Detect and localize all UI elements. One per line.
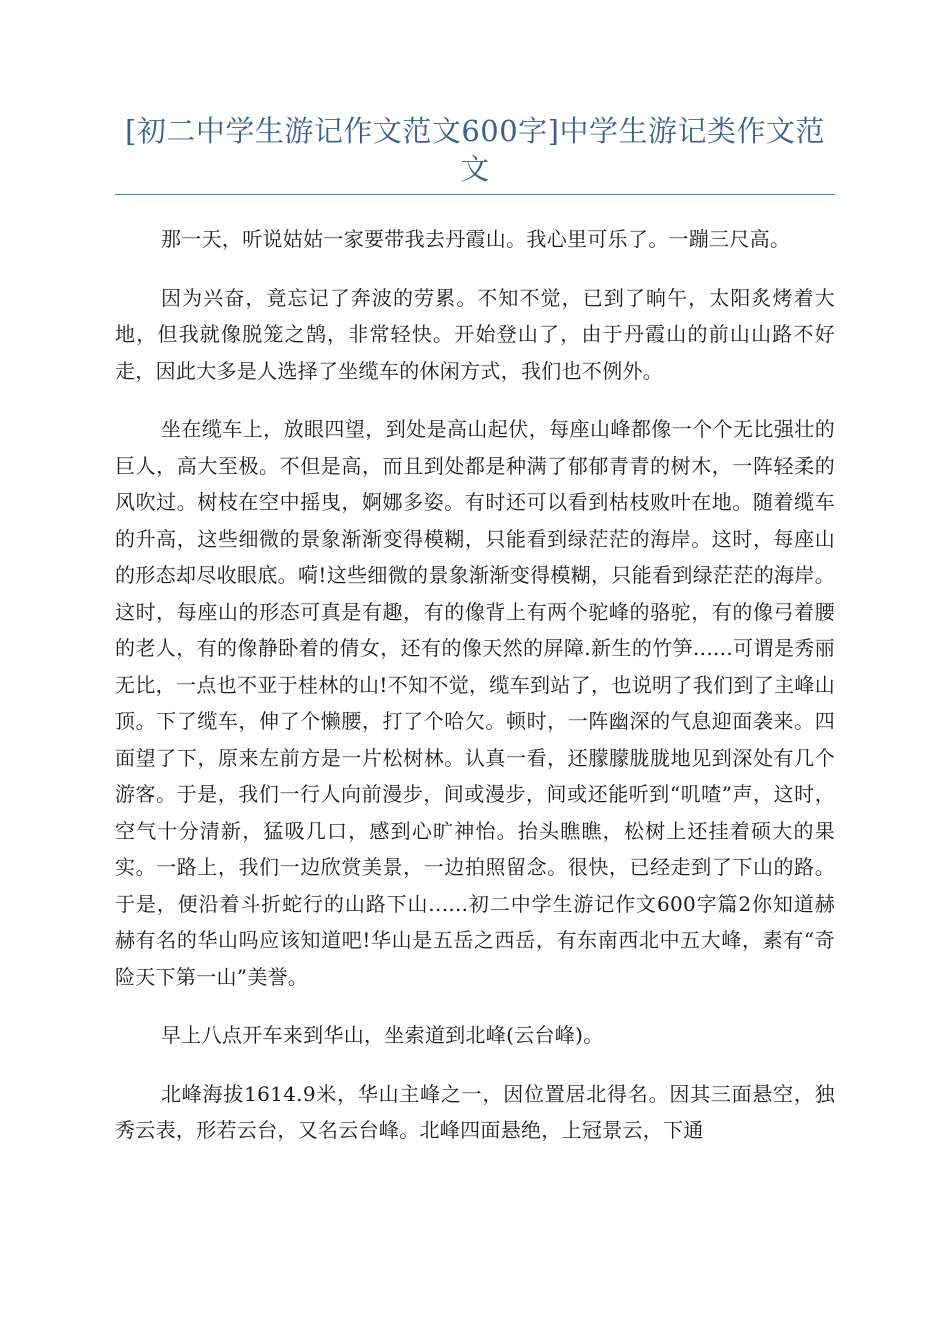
document-page [115, 112, 835, 1171]
paragraph: 坐在缆车上，放眼四望，到处是高山起伏，每座山峰都像一个个无比强壮的巨人，高大至极。不但是高，而且到处都是种满了郁郁青青的树木，一阵轻柔的风吹过。树枝在空中摇曳，婀娜多姿。有时还可以看到枯枝败叶在地。随着缆车的升高，这些细微的景象渐渐变得模糊，只能看到绿茫茫的海岸。这时，每座山的形态却尽收眼底。嗬!这些细微的景象渐渐变得模糊，只能看到绿茫茫的海岸。这时，每座山的形态可真是有趣，有的像背上有两个驼峰的骆驼，有的像弓着腰的老人，有的像静卧着的倩女，还有的像天然的屏障.新生的竹笋......可谓是秀丽无比，一点也不亚于桂林的山!不知不觉，缆车到站了，也说明了我们到了主峰山顶。下了缆车，伸了个懒腰，打了个哈欠。顿时，一阵幽深的气息迎面袭来。四面望了下，原来左前方是一片松树林。认真一看，还朦朦胧胧地见到深处有几个游客。于是，我们一行人向前漫步，间或漫步，间或还能听到“叽喳”声，这时，空气十分清新，猛吸几口，感到心旷神怡。抬头瞧瞧，松树上还挂着硕大的果实。一路上，我们一边欣赏美景，一边拍照留念。很快，已经走到了下山的路。于是，便沿着斗折蛇行的山路下山......初二中学生游记作文600字篇2你知道赫赫有名的华山吗应该知道吧!华山是五岳之西岳，有东南西北中五大峰，素有“奇险天下第一山”美誉。 [115, 417, 835, 989]
document-body [115, 221, 835, 1149]
paragraph: 北峰海拔1614.9米，华山主峰之一，因位置居北得名。因其三面悬空，独秀云表，形若云台，又名云台峰。北峰四面悬绝，上冠景云，下通 [115, 1081, 835, 1142]
paragraph: 那一天，听说姑姑一家要带我去丹霞山。我心里可乐了。一蹦三尺高。 [161, 227, 791, 251]
paragraph: 因为兴奋，竟忘记了奔波的劳累。不知不觉，已到了晌午，太阳炙烤着大地，但我就像脱笼之鹄，非常轻快。开始登山了，由于丹霞山的前山山路不好走，因此大多是人选择了坐缆车的休闲方式，我们也不例外。 [115, 285, 835, 383]
title-underline [115, 194, 835, 195]
paragraph: 早上八点开车来到华山，坐索道到北峰(云台峰)。 [161, 1023, 604, 1047]
document-title: [初二中学生游记作文范文600字]中学生游记类作文范文 [125, 114, 825, 186]
